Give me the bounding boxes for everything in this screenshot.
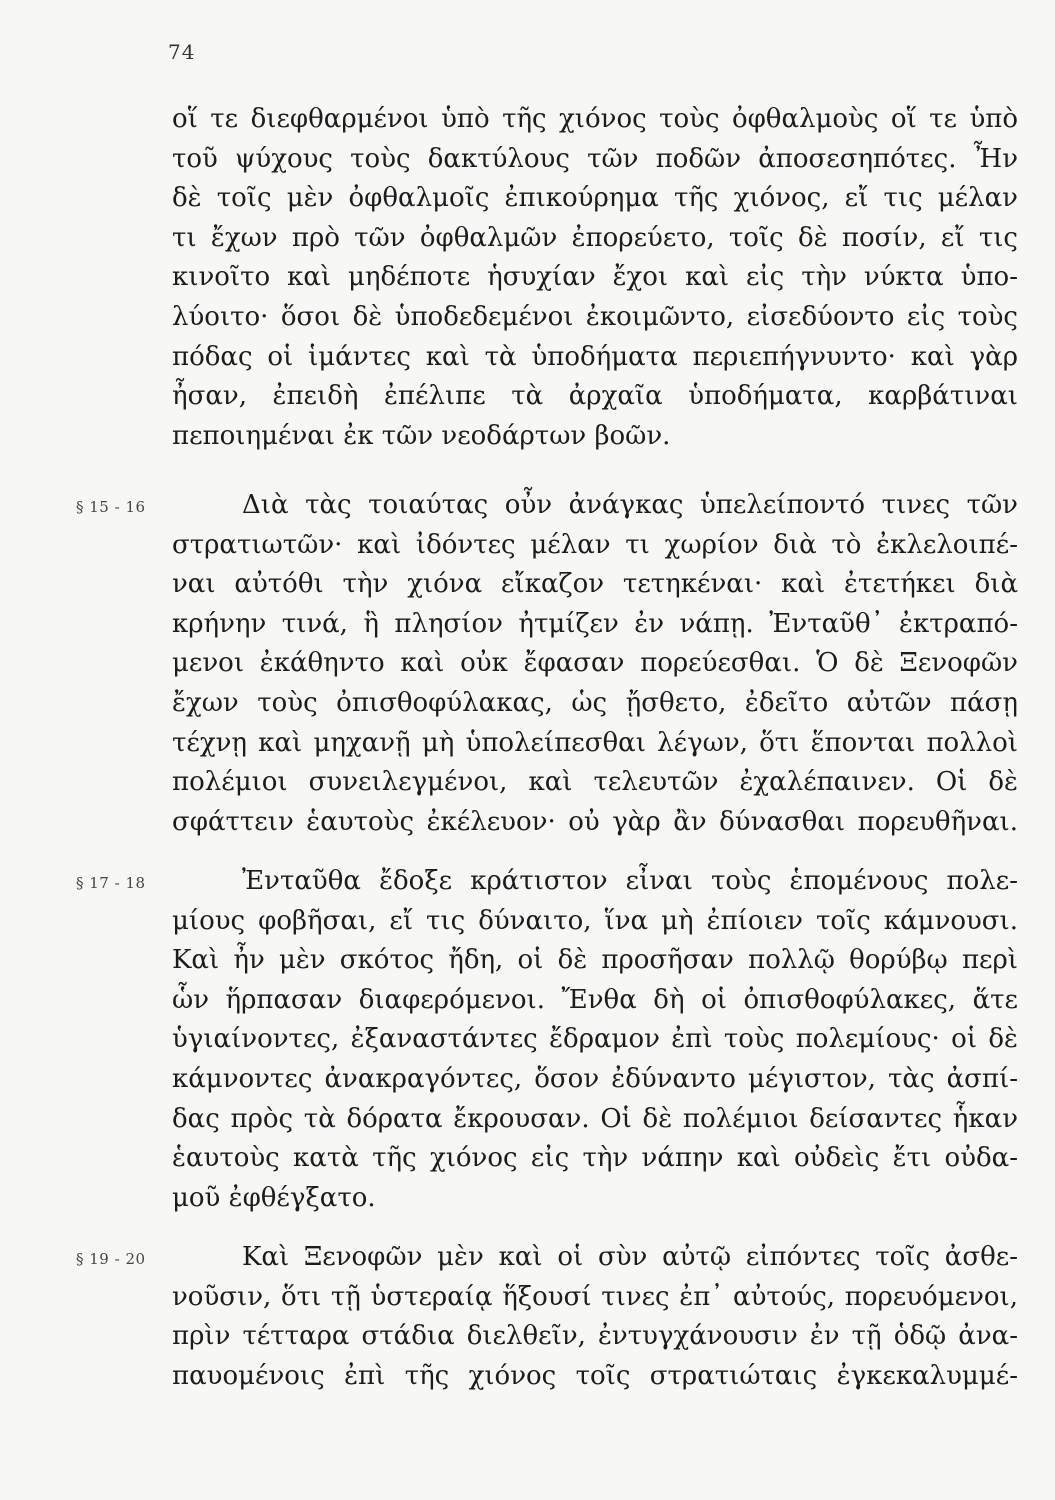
text-line: μίους φοβῆσαι, εἴ τις δύναιτο, ἵνα μὴ ἐπίοιεν τοῖς κάμνουσι. (172, 905, 1018, 936)
text-line: Ἐνταῦθα ἔδοξε κράτιστον εἶναι τοὺς ἑπομένους πολε- (242, 866, 1018, 896)
margin-ref-17-18: § 17 - 18 (76, 874, 146, 892)
text-line: τι ἔχων πρὸ τῶν ὀφθαλμῶν ἐπορεύετο, τοῖς δὲ ποσίν, εἴ τις (172, 222, 1018, 253)
paragraph-3 (172, 862, 1018, 1218)
text-line: ὑγιαίνοντες, ἐξαναστάντες ἔδραμον ἐπὶ τοὺς πολεμίους· οἱ δὲ (172, 1024, 1018, 1055)
text-line: πρὶν τέτταρα στάδια διελθεῖν, ἐντυγχάνουσιν ἐν τῇ ὁδῷ ἀνα- (172, 1321, 1018, 1352)
page-number: 74 (168, 40, 196, 64)
text-line: δας πρὸς τὰ δόρατα ἔκρουσαν. Οἱ δὲ πολέμιοι δείσαντες ἧκαν (172, 1103, 1018, 1134)
text-line: μενοι ἐκάθηντο καὶ οὐκ ἔφασαν πορεύεσθαι. Ὁ δὲ Ξενοφῶν (172, 648, 1018, 679)
text-line: παυομένοις ἐπὶ τῆς χιόνος τοῖς στρατιώταις ἐγκεκαλυμμέ- (172, 1360, 1018, 1391)
text-line: ἦσαν, ἐπειδὴ ἐπέλιπε τὰ ἀρχαῖα ὑποδήματα, καρβάτιναι (172, 381, 1018, 412)
text-line: ναι αὐτόθι τὴν χιόνα εἴκαζον τετηκέναι· καὶ ἐτετήκει διὰ (172, 569, 1018, 600)
text-line: τοῦ ψύχους τοὺς δακτύλους τῶν ποδῶν ἀποσεσηπότες. Ἦν (172, 143, 1018, 174)
text-line: νοῦσιν, ὅτι τῇ ὑστεραίᾳ ἥξουσί τινες ἐπ᾽ αὐτούς, πορευόμενοι, (172, 1281, 1018, 1312)
text-line: δὲ τοῖς μὲν ὀφθαλμοῖς ἐπικούρημα τῆς χιόνος, εἴ τις μέλαν (172, 183, 1018, 214)
text-line: ἔχων τοὺς ὀπισθοφύλακας, ὡς ᾔσθετο, ἐδεῖτο αὐτῶν πάσῃ (172, 687, 1018, 718)
text-line: οἵ τε διεφθαρμένοι ὑπὸ τῆς χιόνος τοὺς ὀφθαλμοὺς οἵ τε ὑπὸ (172, 104, 1018, 134)
text-line: κινοῖτο καὶ μηδέποτε ἡσυχίαν ἔχοι καὶ εἰς τὴν νύκτα ὑπο- (172, 262, 1018, 293)
text-line: Καὶ Ξενοφῶν μὲν καὶ οἱ σὺν αὐτῷ εἰπόντες τοῖς ἀσθε- (242, 1242, 1018, 1272)
text-line: σφάττειν ἑαυτοὺς ἐκέλευον· οὐ γὰρ ἂν δύνασθαι πορευθῆναι. (172, 806, 1018, 837)
margin-ref-15-16: § 15 - 16 (76, 498, 146, 516)
text-line: πόδας οἱ ἱμάντες καὶ τὰ ὑποδήματα περιεπήγνυντο· καὶ γὰρ (172, 341, 1018, 372)
text-line: κάμνοντες ἀνακραγόντες, ὅσον ἐδύναντο μέγιστον, τὰς ἀσπί- (172, 1063, 1018, 1094)
text-line: ὧν ἥρπασαν διαφερόμενοι. Ἔνθα δὴ οἱ ὀπισθοφύλακες, ἅτε (172, 984, 1018, 1015)
text-line: κρήνην τινά, ἣ πλησίον ἠτμίζεν ἐν νάπῃ. Ἐνταῦθ᾽ ἐκτραπό- (172, 608, 1018, 639)
text-line: λύοιτο· ὅσοι δὲ ὑποδεδεμένοι ἐκοιμῶντο, εἰσεδύοντο εἰς τοὺς (172, 301, 1018, 332)
margin-ref-19-20: § 19 - 20 (76, 1250, 146, 1268)
paragraph-1 (172, 100, 1018, 456)
paragraph-4 (172, 1238, 1018, 1396)
text-line: τέχνῃ καὶ μηχανῇ μὴ ὑπολείπεσθαι λέγων, ὅτι ἕπονται πολλοὶ (172, 727, 1018, 758)
text-line: πεποιημέναι ἐκ τῶν νεοδάρτων βοῶν. (172, 420, 671, 451)
text-line: ἑαυτοὺς κατὰ τῆς χιόνος εἰς τὴν νάπην καὶ οὐδεὶς ἔτι οὐδα- (172, 1143, 1018, 1174)
text-line: στρατιωτῶν· καὶ ἰδόντες μέλαν τι χωρίον διὰ τὸ ἐκλελοιπέ- (172, 529, 1018, 560)
text-line: Καὶ ἦν μὲν σκότος ἤδη, οἱ δὲ προσῆσαν πολλῷ θορύβῳ περὶ (172, 945, 1018, 976)
paragraph-2 (172, 486, 1018, 842)
text-line: Διὰ τὰς τοιαύτας οὖν ἀνάγκας ὑπελείποντό τινες τῶν (242, 490, 1018, 520)
text-line: πολέμιοι συνειλεγμένοι, καὶ τελευτῶν ἐχαλέπαινεν. Οἱ δὲ (172, 767, 1018, 798)
text-line: μοῦ ἐφθέγξατο. (172, 1182, 376, 1213)
